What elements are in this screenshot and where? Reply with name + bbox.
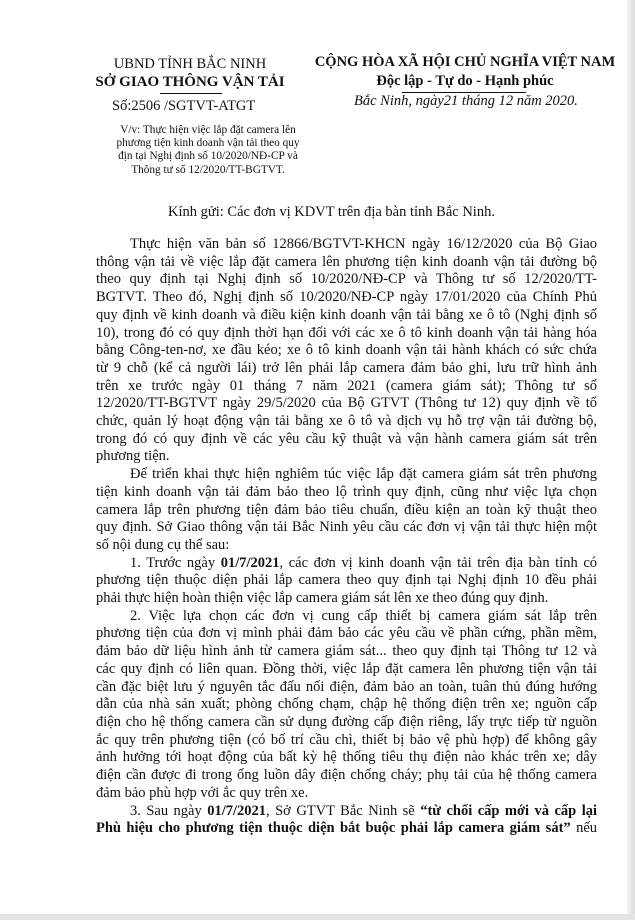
body-line: ảnh hưởng tới hoạt động của bất kỳ hệ thống tiêu thụ điện nào khác trên xe; dây [96,749,597,766]
body-line: 2. Việc lựa chọn các đơn vị cung cấp thiết bị camera giám sát lắp trên [130,607,597,624]
body-line: các quy định có liên quan. Đồng thời, việc lắp đặt camera lên phương tiện vận tải [96,660,597,677]
body-line: chức, quản lý hoạt động vận tải bằng xe ô tô và dịch vụ hỗ trợ vận tải đường bộ, [96,413,597,430]
org-underline [160,93,222,94]
org-name: SỞ GIAO THÔNG VẬN TẢI [95,74,285,90]
body-line: điện cho hệ thống camera cần sử dụng đường cấp điện riêng, lấy trực tiếp từ nguồn [96,713,597,730]
body-line: ắc quy trên phương tiện (có bố trí cầu chì, thiết bị bảo vệ phù hợp) để không gây [96,731,597,748]
body-line: từ 9 chỗ (kể cả người lái) trở lên phải lắp camera đảm bảo ghi, lưu trữ hình ảnh [96,359,597,376]
subject-block [108,124,308,177]
body-line: 12/2020/TT-BGTVT ngày 29/5/2020 của Bộ GTVT (Thông tư 12) quy định về tổ [96,395,597,412]
document-body [96,236,597,838]
bold-text: 01/7/2021 [207,802,267,819]
body-line: quy định. Sở Giao thông vận tải Bắc Ninh yêu cầu các đơn vị vận tải thực hiện một [96,519,597,536]
subject-line: địn tại Nghị định số 10/2020/NĐ-CP và [118,150,298,163]
body-line: thông vận tải về việc lắp đặt camera lên phương tiện kinh doanh vận tải đường bộ [96,253,597,270]
salutation: Kính gửi: Các đơn vị KDVT trên địa bàn tỉnh Bắc Ninh. [168,204,495,220]
bold-text: 01/7/2021 [220,554,280,571]
body-line: Để triển khai thực hiện nghiêm túc việc lắp đặt camera giám sát trên phương [130,466,597,483]
org-parent: UBND TỈNH BẮC NINH [113,56,267,72]
page-edge-shadow [627,0,635,920]
body-line: phải thực hiện hoàn thiện việc lắp camera giám sát lên xe theo đúng quy định. [96,590,549,607]
body-line: cần đặc biệt lưu ý nguyên tắc đấu nối điện, đảm bảo an toàn, tuân thủ đúng hướng [96,678,597,695]
body-line: camera lắp trên phương tiện đảm bảo tiêu chuẩn, điều kiện an toàn kỹ thuật theo [96,501,597,518]
bold-text: “từ chối cấp mới và cấp lại [420,802,597,819]
dateline: Bắc Ninh, ngày21 tháng 12 năm 2020. [354,93,578,109]
doc-number: Số:2506 /SGTVT-ATGT [112,98,256,114]
body-line: theo quy định tại Nghị định số 10/2020/NĐ-CP và Thông tư số 12/2020/TT- [96,271,597,288]
bold-text: Phù hiệu cho phương tiện thuộc diện bắt buộc phải lắp camera giám sát” [96,820,571,837]
body-line: bằng Công-ten-nơ, xe đầu kéo; xe ô tô kinh doanh vận tải hành khách có sức chứa [96,342,597,359]
body-line: 3. Sau ngày 01/7/2021, Sở GTVT Bắc Ninh sẽ “từ chối cấp mới và cấp lại [130,802,597,819]
body-line: quy định về kinh doanh và điều kiện kinh doanh vận tải bằng xe ô tô (Nghị định số [96,306,597,323]
body-line: đảm bảo dữ liệu hình ảnh từ camera giám sát... theo quy định tại Thông tư 12 và [96,643,597,660]
page-bottom-edge [0,914,635,920]
subject-line: Thông tư số 12/2020/TT-BGTVT. [131,163,285,176]
body-line: điện cần được đi trong ống luồn dây điện chống cháy; phụ tải của hệ thống camera [96,767,597,784]
body-line: 10), trong đó có quy định thời hạn đối với các xe ô tô kinh doanh vận tải hàng hóa [96,324,597,341]
body-line: dẫn của nhà sản xuất; phòng chống chạm, chập hệ thống điện trên xe; nguồn cấp [96,696,597,713]
body-line: 1. Trước ngày 01/7/2021, các đơn vị kinh doanh vận tải trên địa bàn tỉnh có [130,554,597,571]
body-line: phương tiện. [96,448,170,465]
body-line: Thực hiện văn bản số 12866/BGTVT-KHCN ngày 16/12/2020 của Bộ Giao [130,236,597,252]
body-line: số nội dung cụ thể sau: [96,536,230,553]
national-title: CỘNG HÒA XÃ HỘI CHỦ NGHĨA VIỆT NAM [314,54,616,70]
body-line: tiện kinh doanh vận tải đảm bảo theo lộ trình quy định, cũng như việc lựa chọn [96,483,597,500]
motto: Độc lập - Tự do - Hạnh phúc [376,73,554,89]
subject-line: phương tiện kinh doanh vận tải theo quy [116,137,300,150]
subject-line: V/v: Thực hiện việc lắp đặt camera lên [120,124,296,136]
body-line: trong đó có quy định về các yêu cầu kỹ thuật và vận hành camera giám sát trên [96,430,597,447]
body-line: Phù hiệu cho phương tiện thuộc diện bắt buộc phải lắp camera giám sát” nếu [96,820,598,837]
body-line: đảm bảo phù hợp với ắc quy trên xe. [96,784,309,801]
body-line: BGTVT. Theo đó, Nghị định số 10/2020/NĐ-CP ngày 17/01/2020 của Chính Phủ [96,289,597,306]
body-line: phương tiện của đơn vị mình phải đảm bảo các yêu cầu về phần cứng, phần mềm, [96,625,597,642]
body-line: trên xe trước ngày 01 tháng 7 năm 2021 (camera giám sát); Thông tư số [96,377,597,394]
body-line: phương tiện thuộc diện phải lắp camera theo quy định tại Nghị định 10 đều phải [96,572,597,589]
